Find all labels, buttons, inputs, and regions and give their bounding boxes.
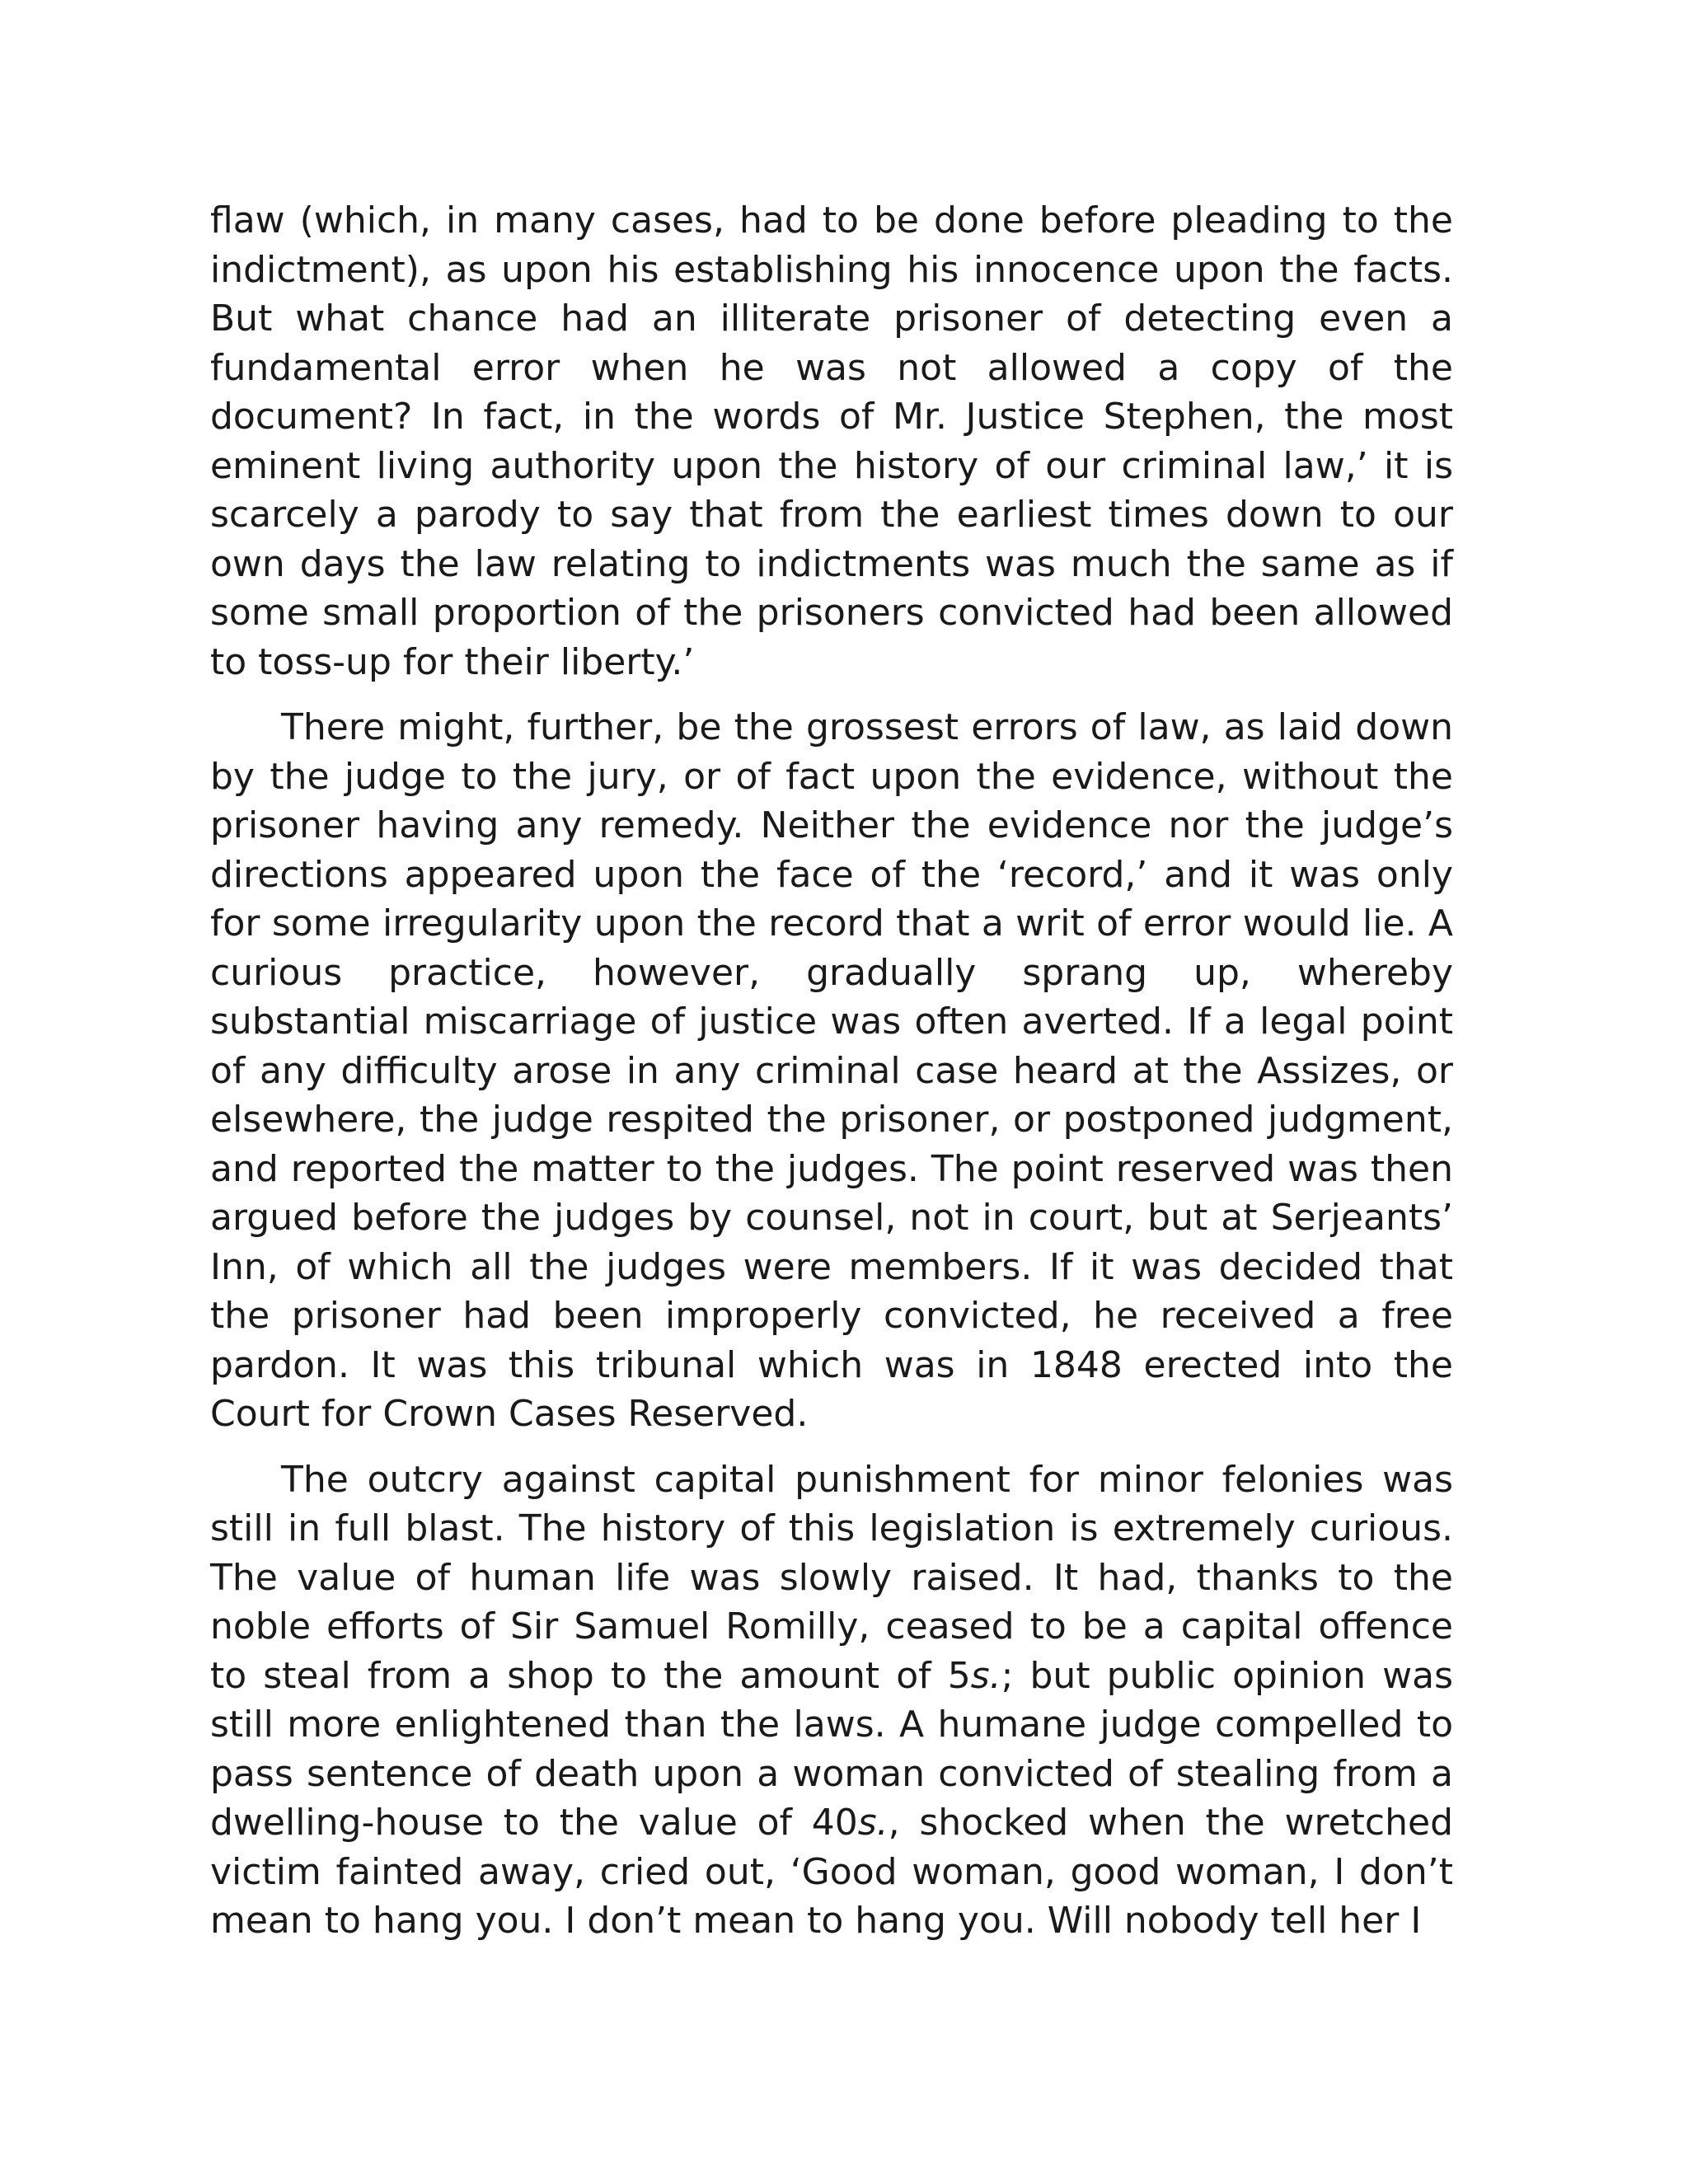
paragraph-2 [210, 703, 1453, 1439]
paragraph-3-text-c: , shocked when the wretched victim fainted away, cried out, ‘Good woman, good woman, I don’t mean to hang you. I don’t mean to hang you. Will nobody tell her I [210, 1802, 1453, 1942]
paragraph-1 [210, 196, 1453, 687]
document-page [210, 196, 1453, 1962]
paragraph-3-text-a: The outcry against capital punishment for minor felonies was still in full blast. The history of this legislation is extremely curious. The value of human life was slowly raised. It had, thanks to the noble efforts of Sir Samuel Romilly, ceased to be a capital offence to steal from a shop to the amount of 5 [210, 1458, 1453, 1697]
shillings-abbrev-2: s. [857, 1802, 889, 1844]
paragraph-2-text: There might, further, be the grossest errors of law, as laid down by the judge to the jury, or of fact upon the evidence, without the prisoner having any remedy. Neither the evidence nor the judge’s directions appeared upon the face of the ‘record,’ and it was only for some irregularity upon the record that a writ of error would lie. A curious practice, however, gradually sprang up, whereby substantial miscarriage of justice was often averted. If a legal point of any difficulty arose in any criminal case heard at the Assizes, or elsewhere, the judge respited the prisoner, or postponed judgment, and reported the matter to the judges. The point reserved was then argued before the judges by counsel, not in court, but at Serjeants’ Inn, of which all the judges were members. If it was decided that the prisoner had been improperly convicted, he received a free pardon. It was this tribunal which was in 1848 erected into the Court for Crown Cases Reserved. [210, 706, 1453, 1435]
shillings-abbrev-1: s. [970, 1654, 1001, 1697]
paragraph-3 [210, 1455, 1453, 1946]
paragraph-1-text: flaw (which, in many cases, had to be done before pleading to the indictment), as upon his establishing his innocence upon the facts. But what chance had an illiterate prisoner of detecting even a fundamental error when he was not allowed a copy of the document? In fact, in the words of Mr. Justice Stephen, the most eminent living authority upon the history of our criminal law,’ it is scarcely a parody to say that from the earliest times down to our own days the law relating to indictments was much the same as if some small proportion of the prisoners convicted had been allowed to toss-up for their liberty.’ [210, 199, 1453, 683]
paragraph-3-text-b: ; but public opinion was still more enlightened than the laws. A humane judge compelled to pass sentence of death upon a woman convicted of stealing from a dwelling-house to the value of 40 [210, 1654, 1453, 1844]
